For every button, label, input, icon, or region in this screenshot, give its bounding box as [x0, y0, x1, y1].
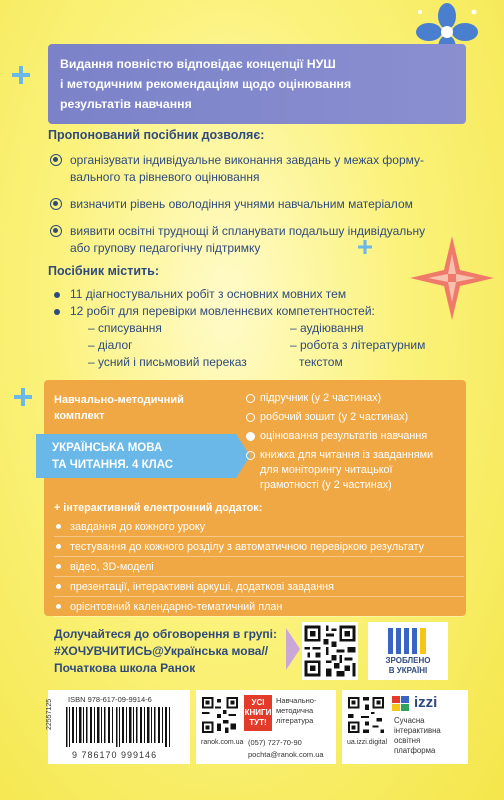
group-qr-code[interactable]: [302, 622, 358, 680]
barcode-digits: 9 786170 999146: [72, 750, 158, 760]
banner-line: результатів навчання: [60, 97, 192, 111]
list-item: презентації, інтерактивні аркуші, додаткові завдання: [54, 580, 464, 600]
contains-list: [48, 286, 468, 320]
all-books-badge: УСІ КНИГИ ТУТ!: [244, 695, 272, 731]
digital-addon: [54, 502, 464, 620]
ranok-card: [196, 690, 336, 764]
ranok-desc: Навчально- методична література: [276, 696, 317, 725]
barcode-icon: [64, 707, 182, 747]
made-in-ukraine-badge: [368, 622, 448, 680]
list-item: тестування до кожного розділу з автоматичною перевіркою результату: [54, 540, 464, 560]
list-item: 12 робіт для перевірки мовленнєвих компетентностей:: [48, 303, 468, 320]
circle-icon: [246, 413, 255, 422]
izzi-desc: Сучасна інтерактивна освітня платформа: [394, 716, 441, 755]
kit-label: Навчально-методичний комплект: [54, 394, 184, 422]
bullet-icon: [50, 198, 62, 210]
circle-icon: [246, 451, 255, 460]
list-item: визначити рівень оволодіння учнями навчальним матеріалом: [48, 196, 468, 213]
circle-icon: [246, 394, 255, 403]
list-item: 11 діагностувальних робіт з основних мовних тем: [48, 286, 468, 303]
bottom-info-bar: [48, 690, 468, 764]
arrow-right-icon: [286, 628, 300, 670]
made-in-ukraine-icon: [388, 628, 428, 654]
kit-item-current: оцінювання результатів навчання: [246, 429, 464, 444]
kit-item: підручник (у 2 частинах): [246, 391, 464, 406]
list-item: завдання до кожного уроку: [54, 520, 464, 540]
banner-line: Видання повністю відповідає концепції НУШ: [60, 57, 336, 71]
ranok-qr-code[interactable]: [200, 695, 240, 735]
list-item: виявити освітні труднощі й спланувати подальшу індивідуальну або групову педагогічну підтримку: [48, 223, 468, 257]
ranok-email[interactable]: pochta@ranok.com.ua: [248, 750, 324, 759]
kit-list: [246, 391, 464, 497]
digital-heading: + інтерактивний електронний додаток:: [54, 502, 263, 514]
izzi-logo-icon: [392, 696, 410, 712]
barcode-side-number: 22557125: [46, 698, 53, 730]
ranok-site[interactable]: ranok.com.ua: [201, 739, 244, 746]
izzi-logo-text: izzi: [414, 694, 438, 711]
sub-list-right: – аудіювання – робота з літературним текстом: [290, 321, 426, 369]
made-in-label: ЗРОБЛЕНО В УКРАЇНІ: [385, 656, 431, 675]
contains-heading: Посібник містить:: [48, 264, 160, 278]
banner-line: і методичним рекомендаціям щодо оцінювання: [60, 77, 352, 91]
book-title-banner: УКРАЇНСЬКА МОВА ТА ЧИТАННЯ. 4 КЛАС: [36, 434, 236, 478]
allows-heading: Пропонований посібник дозволяє:: [48, 128, 265, 142]
list-item: орієнтовний календарно-тематичний план: [54, 600, 464, 620]
ranok-phone: (057) 727-70-90: [248, 738, 302, 747]
list-item: організувати індивідуальне виконання завдань у межах форму- вального та рівневого оцінювання: [48, 152, 468, 186]
cross-ornament-icon: [12, 66, 30, 84]
sub-list-left: – списування – діалог – усний і письмовий переказ: [88, 321, 247, 369]
list-item: відео, 3D-моделі: [54, 560, 464, 580]
bullet-icon: [50, 154, 62, 166]
concept-banner: [48, 44, 466, 124]
bullet-icon: [50, 225, 62, 237]
kit-item: книжка для читання із завданнями для моніторингу читацької грамотності (у 2 частинах): [246, 448, 464, 493]
isbn-text: ISBN 978-617-09-9914-6: [68, 695, 152, 704]
cross-ornament-icon: [14, 388, 32, 406]
izzi-site[interactable]: ua.izzi.digital: [347, 739, 388, 746]
join-group-text: Долучайтеся до обговорення в групі: #ХОЧУВЧИТИСЬ@Українська мова// Початкова школа Ранок: [54, 627, 277, 675]
kit-item: робочий зошит (у 2 частинах): [246, 410, 464, 425]
izzi-card: [342, 690, 468, 764]
filled-circle-icon: [246, 432, 255, 441]
izzi-qr-code[interactable]: [346, 695, 386, 735]
allows-list: [48, 152, 468, 267]
barcode-card: [48, 690, 190, 764]
